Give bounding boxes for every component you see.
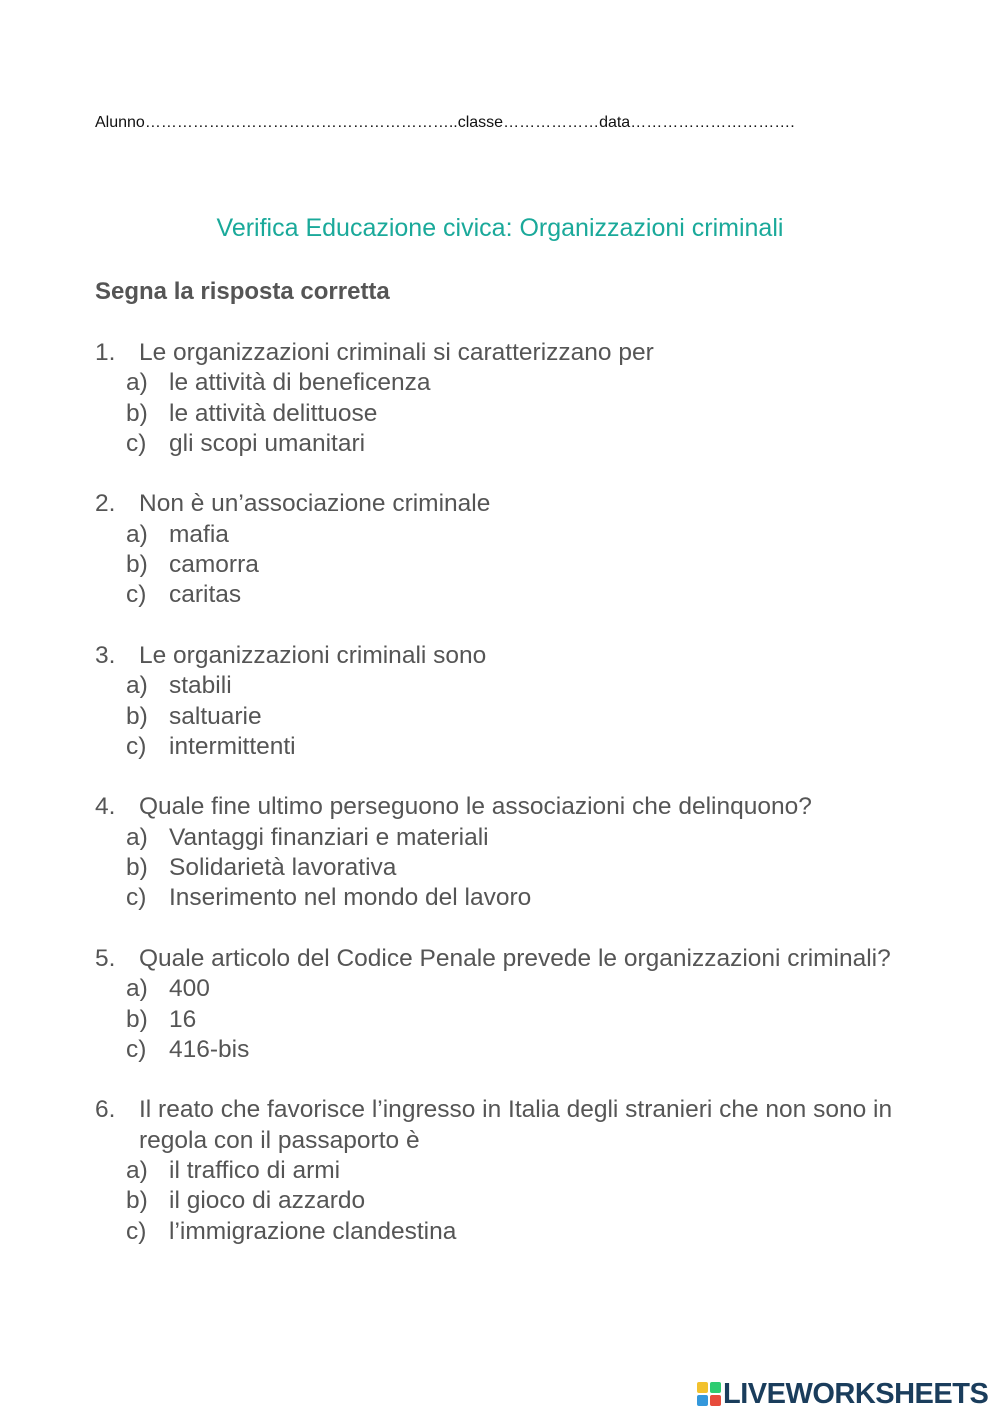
student-info-line: Alunno…………………………………………………..classe………………data…………………………. [95,114,795,131]
question-text: Le organizzazioni criminali si caratterizzano per [139,339,654,366]
option-text: stabili [169,672,232,700]
option-list [95,974,915,1065]
option-letter: b) [126,399,148,427]
answer-option[interactable] [95,1217,915,1247]
page-title: Verifica Educazione civica: Organizzazioni criminali [216,214,784,242]
option-text: Vantaggi finanziari e materiali [169,823,489,851]
option-text: 16 [169,1005,197,1033]
question-header [95,1095,915,1156]
option-letter: c) [126,429,147,457]
option-letter: c) [126,1035,147,1063]
answer-option[interactable] [95,823,915,853]
answer-option[interactable] [95,1005,915,1035]
question-item [95,338,915,459]
question-number: 2. [95,490,116,518]
option-text: mafia [169,520,229,548]
option-text: saltuarie [169,702,262,730]
answer-option[interactable] [95,853,915,883]
answer-option[interactable] [95,671,915,701]
answer-option[interactable] [95,974,915,1004]
answer-option[interactable] [95,399,915,429]
answer-option[interactable] [95,520,915,550]
answer-option[interactable] [95,732,915,762]
question-header [95,641,915,671]
option-letter: c) [126,732,147,760]
option-list [95,671,915,762]
option-letter: a) [126,520,148,548]
question-text: Quale articolo del Codice Penale prevede le organizzazioni criminali? [139,944,891,972]
answer-option[interactable] [95,702,915,732]
question-header [95,489,915,519]
option-letter: c) [126,884,147,912]
answer-option[interactable] [95,550,915,580]
option-text: 400 [169,975,210,1003]
option-text: Solidarietà lavorativa [169,854,397,882]
question-text: Non è un’associazione criminale [139,490,491,518]
option-text: il traffico di armi [169,1157,341,1185]
question-number: 1. [95,339,116,366]
option-letter: a) [126,369,148,397]
question-text: Le organizzazioni criminali sono [139,641,487,669]
question-header [95,338,915,368]
question-number: 6. [95,1096,116,1124]
question-text: Quale fine ultimo perseguono le associazioni che delinquono? [139,793,812,821]
question-number: 3. [95,641,116,669]
option-letter: c) [126,581,147,609]
option-letter: a) [126,975,148,1003]
instruction-heading: Segna la risposta corretta [95,278,390,305]
option-list [95,823,915,914]
question-item [95,944,915,1065]
option-list [95,1156,915,1247]
option-list [95,368,915,459]
answer-option[interactable] [95,1186,915,1216]
option-letter: b) [126,854,148,882]
option-list [95,520,915,611]
question-text: Il reato che favorisce l’ingresso in Italia degli stranieri che non sono in regola con il passaporto è [139,1096,893,1154]
option-letter: c) [126,1217,147,1245]
question-number: 4. [95,793,116,821]
option-text: gli scopi umanitari [169,429,366,457]
answer-option[interactable] [95,580,915,610]
question-list [95,338,915,1277]
option-text: 416-bis [169,1035,250,1063]
answer-option[interactable] [95,368,915,398]
option-letter: b) [126,1005,148,1033]
option-letter: b) [126,551,148,579]
answer-option[interactable] [95,1035,915,1065]
option-text: camorra [169,551,259,579]
option-letter: a) [126,1157,148,1185]
option-text: le attività delittuose [169,399,378,427]
answer-option[interactable] [95,883,915,913]
option-text: il gioco di azzardo [169,1187,366,1215]
question-number: 5. [95,944,116,972]
liveworksheets-logo-icon [697,1382,721,1406]
question-item [95,489,915,610]
question-item [95,641,915,762]
option-letter: b) [126,1187,148,1215]
option-text: caritas [169,581,242,609]
answer-option[interactable] [95,429,915,459]
option-text: Inserimento nel mondo del lavoro [169,884,532,912]
question-item [95,1095,915,1246]
option-letter: a) [126,823,148,851]
question-item [95,792,915,913]
question-header [95,944,915,974]
answer-option[interactable] [95,1156,915,1186]
logo-text: LIVEWORKSHEETS [723,1377,989,1410]
option-letter: b) [126,702,148,730]
liveworksheets-logo [697,1376,988,1412]
option-text: le attività di beneficenza [169,369,431,397]
question-header [95,792,915,822]
option-text: intermittenti [169,732,296,760]
option-text: l’immigrazione clandestina [169,1217,457,1245]
option-letter: a) [126,672,148,700]
